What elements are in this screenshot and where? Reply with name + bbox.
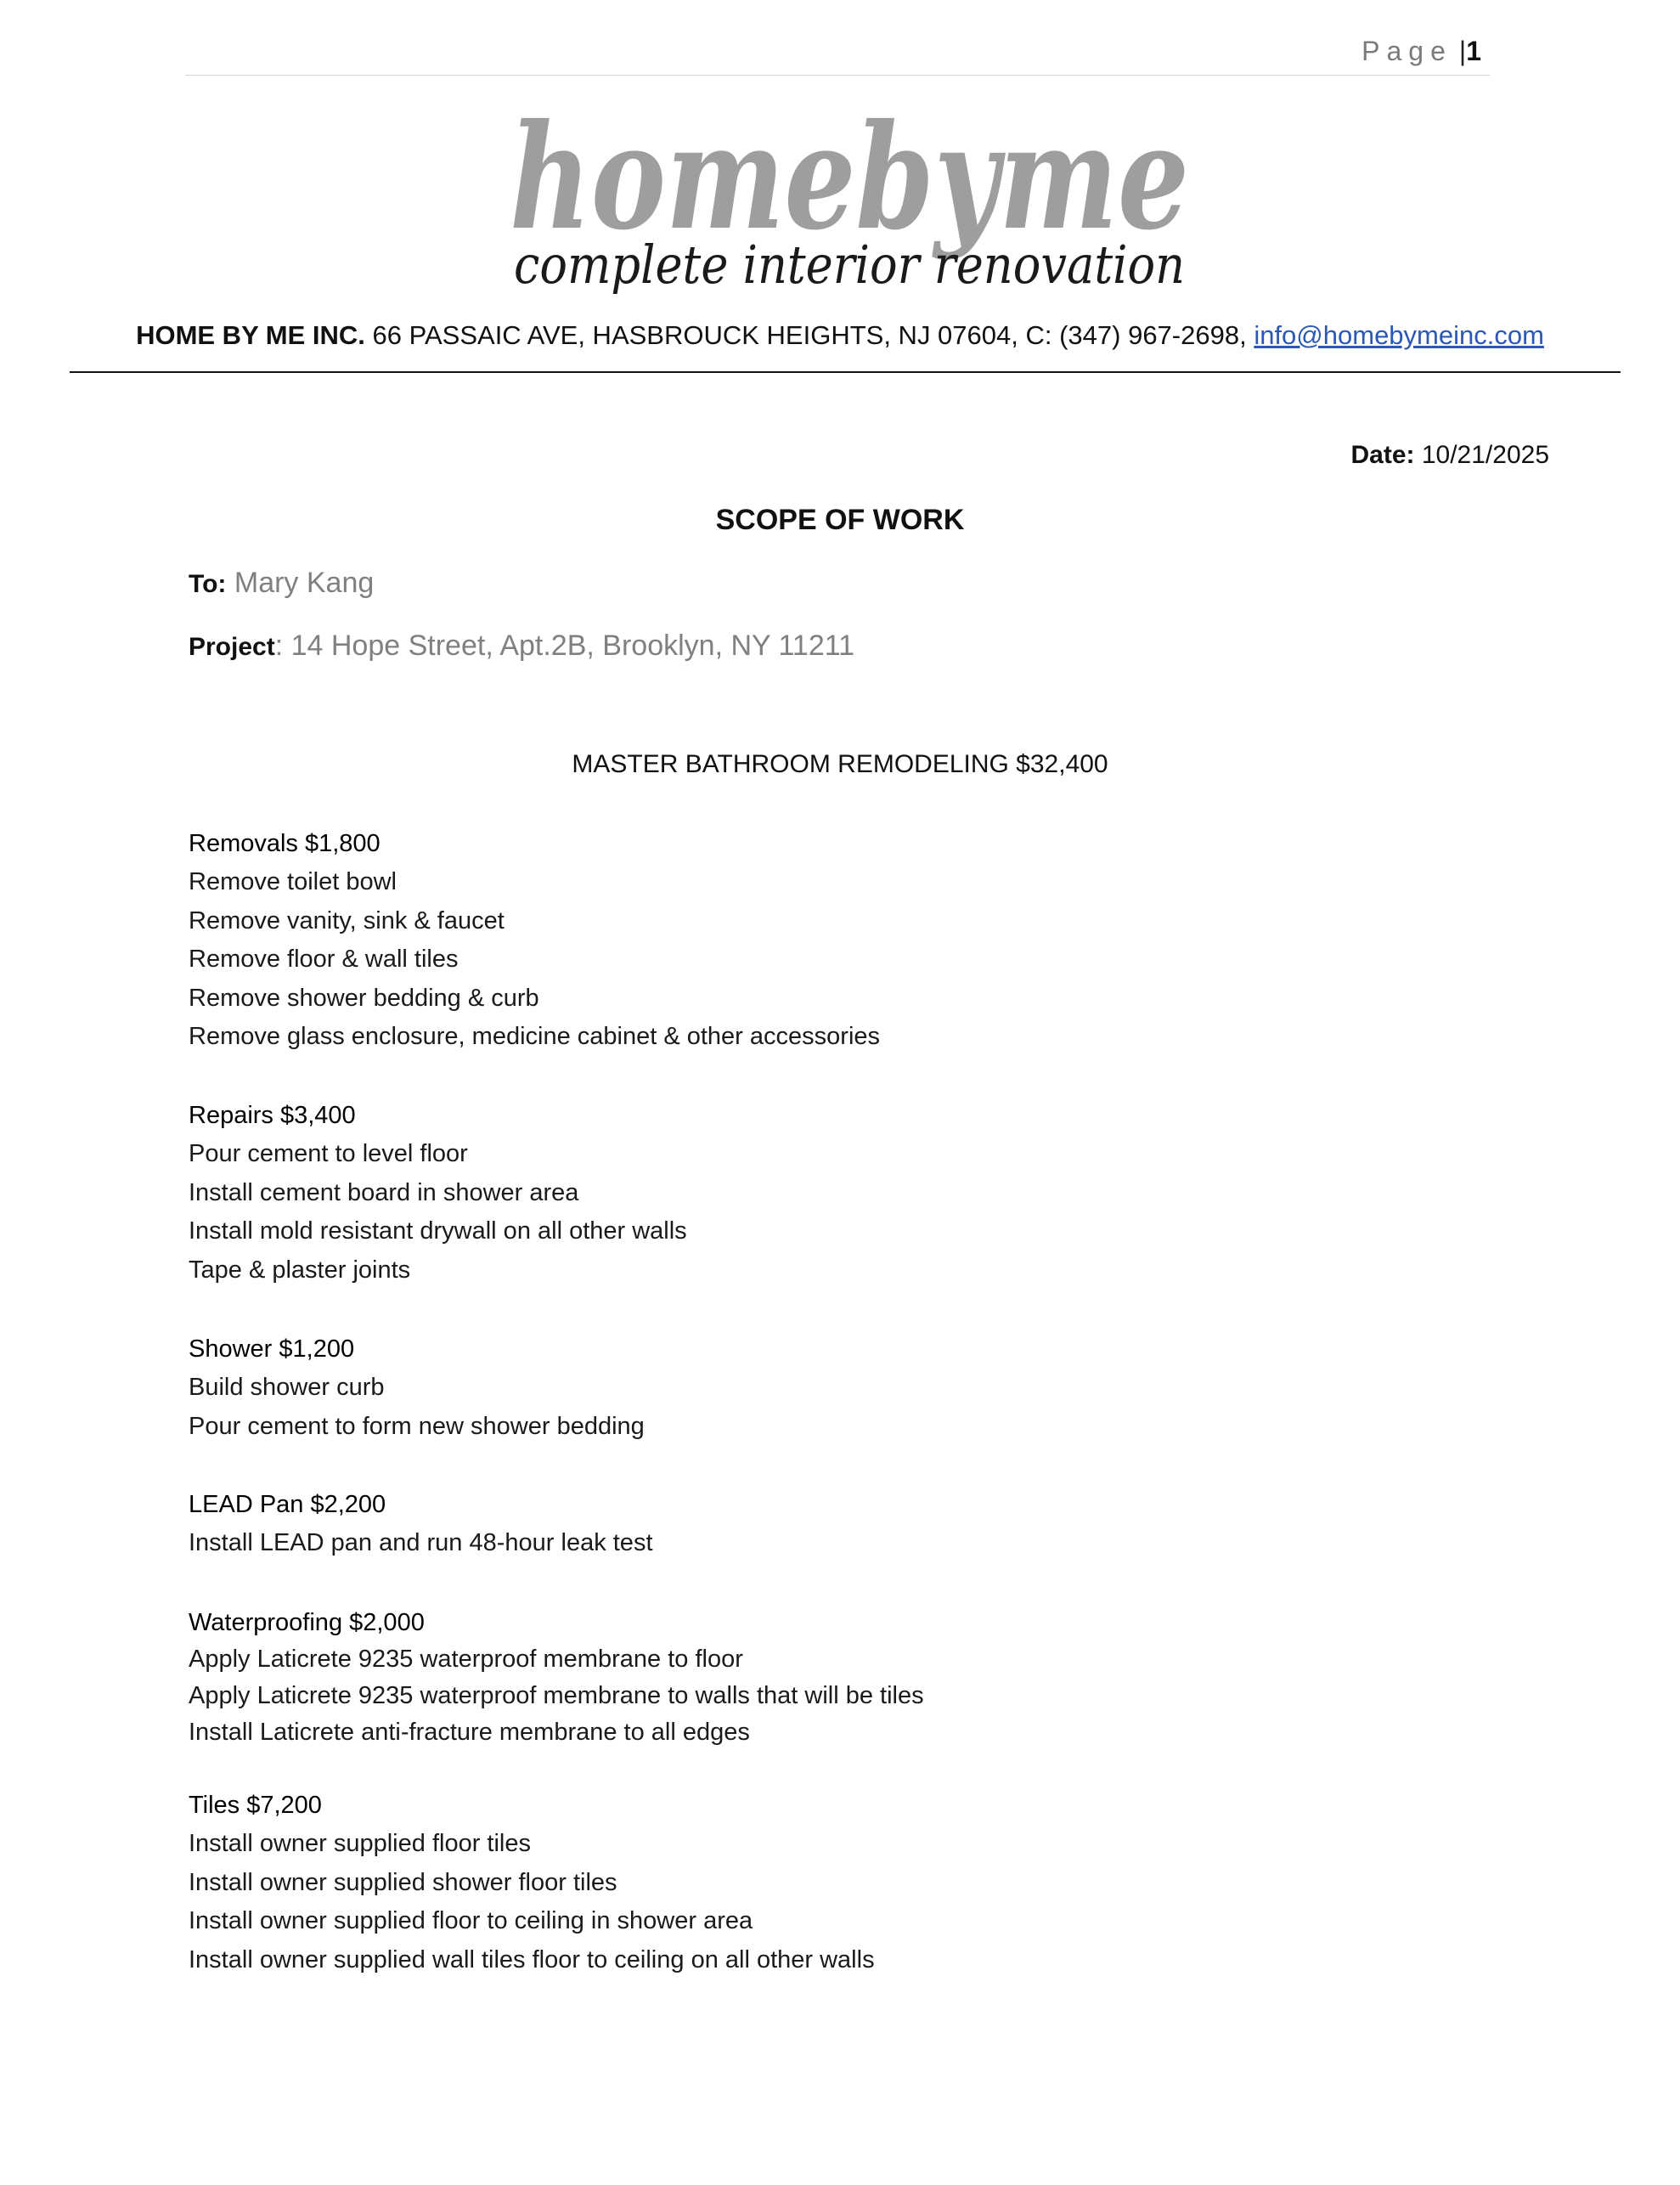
list-item: Remove shower bedding & curb (189, 984, 539, 1012)
page-separator: | (1458, 36, 1467, 66)
list-item: Pour cement to form new shower bedding (189, 1412, 645, 1440)
company-name: HOME BY ME INC. (136, 320, 365, 350)
group-repairs (189, 1096, 687, 1290)
logo-tagline: complete interior renovation (514, 234, 1185, 296)
list-item: Remove glass enclosure, medicine cabinet & other accessories (189, 1023, 881, 1050)
recipient-line (189, 564, 374, 603)
company-email-link[interactable]: info@homebymeinc.com (1254, 320, 1544, 350)
group-removals (189, 824, 880, 1057)
date-line (1104, 438, 1549, 472)
list-item: Install owner supplied floor to ceiling in shower area (189, 1907, 753, 1934)
list-item: Remove vanity, sink & faucet (189, 906, 505, 934)
date-label: Date: (1350, 441, 1415, 469)
list-item: Install owner supplied shower floor tiles (189, 1868, 617, 1896)
list-item: Remove floor & wall tiles (189, 946, 459, 973)
list-item: Install LEAD pan and run 48-hour leak test (189, 1529, 653, 1556)
list-item: Remove toilet bowl (189, 868, 397, 895)
list-item: Pour cement to level floor (189, 1140, 468, 1167)
header-divider (70, 371, 1621, 373)
list-item: Apply Laticrete 9235 waterproof membrane to walls that will be tiles (189, 1682, 924, 1709)
group-shower (189, 1330, 645, 1446)
group-heading: Tiles $7,200 (189, 1792, 322, 1819)
group-heading: LEAD Pan $2,200 (189, 1491, 386, 1518)
group-heading: Shower $1,200 (189, 1335, 355, 1363)
group-heading: Removals $1,800 (189, 830, 381, 857)
group-heading: Waterproofing $2,000 (189, 1609, 425, 1636)
page-number-value: 1 (1466, 36, 1481, 66)
project-label: Project (189, 633, 275, 661)
project-line (189, 627, 854, 666)
list-item: Install Laticrete anti-fracture membrane to all edges (189, 1719, 750, 1746)
logo-wordmark: homebyme (510, 93, 1189, 263)
logo-graphic (497, 92, 1202, 300)
list-item: Tape & plaster joints (189, 1256, 411, 1284)
recipient-value: Mary Kang (226, 567, 375, 599)
section-title: MASTER BATHROOM REMODELING $32,400 (572, 750, 1108, 778)
list-item: Apply Laticrete 9235 waterproof membrane to floor (189, 1646, 743, 1673)
group-waterproofing (189, 1604, 924, 1751)
list-item: Install owner supplied floor tiles (189, 1830, 531, 1857)
company-logo (497, 92, 1202, 300)
project-value: : 14 Hope Street, Apt.2B, Brooklyn, NY 11211 (274, 630, 855, 662)
list-item: Install cement board in shower area (189, 1178, 579, 1206)
date-value: 10/21/2025 (1414, 441, 1549, 469)
list-item: Build shower curb (189, 1374, 385, 1401)
group-lead-pan (189, 1485, 653, 1563)
recipient-label: To: (189, 570, 227, 598)
page-number (1361, 34, 1481, 68)
list-item: Install owner supplied wall tiles floor to ceiling on all other walls (189, 1945, 875, 1973)
page-label: Page (1361, 36, 1452, 66)
list-item: Install mold resistant drywall on all other walls (189, 1217, 687, 1245)
document-title: SCOPE OF WORK (715, 504, 965, 536)
page-header (185, 0, 1490, 76)
company-info (42, 319, 1638, 353)
group-heading: Repairs $3,400 (189, 1102, 356, 1129)
company-address: 66 PASSAIC AVE, HASBROUCK HEIGHTS, NJ 07604, C: (347) 967-2698, (364, 320, 1254, 350)
group-tiles (189, 1786, 875, 1979)
